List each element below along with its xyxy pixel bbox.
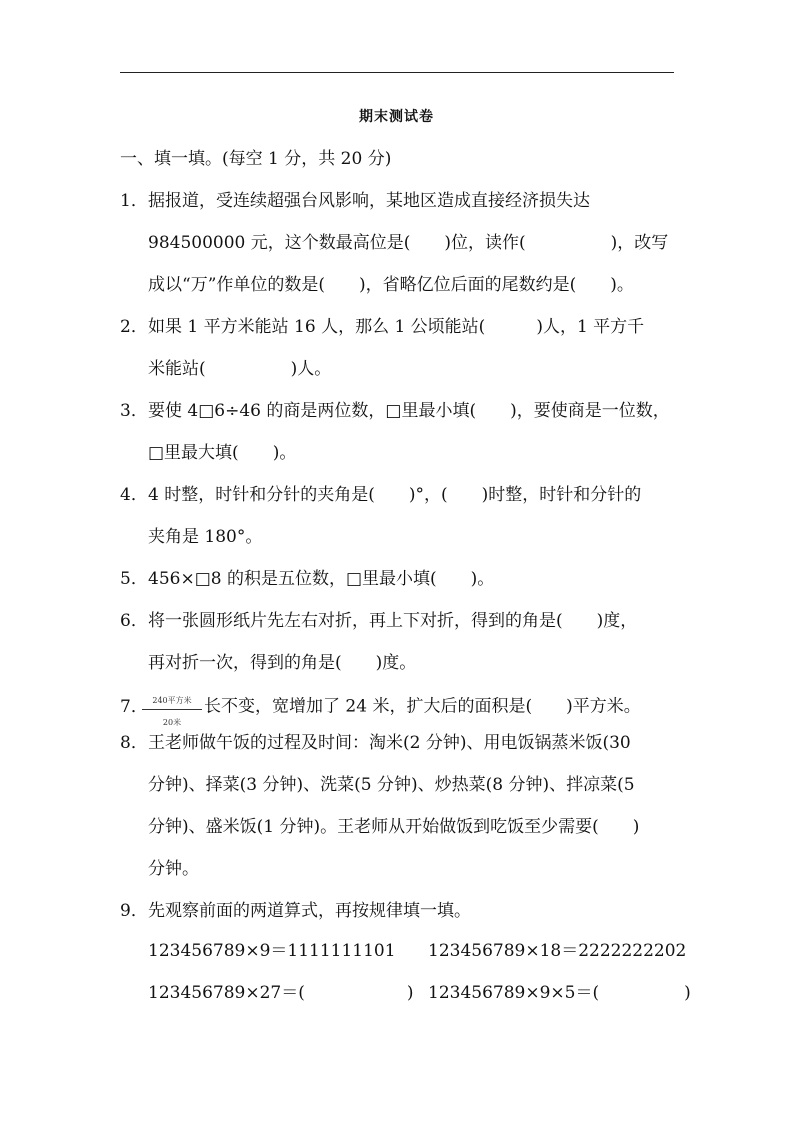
question-text: 456×□8 的积是五位数，□里最小填( )。 xyxy=(148,569,495,589)
question-number: 1． xyxy=(120,191,148,211)
equation-4: 123456789×9×5＝( ) xyxy=(428,983,691,1003)
question-number: 5． xyxy=(120,569,148,589)
question-number: 3． xyxy=(120,401,148,421)
question-3 xyxy=(120,400,670,422)
rectangle-figure xyxy=(142,690,202,727)
page-title: 期末测试卷 xyxy=(359,109,434,125)
question-3-line-2: □里最大填( )。 xyxy=(148,443,297,463)
equation-2: 123456789×18＝2222222202 xyxy=(428,941,687,961)
question-2 xyxy=(120,316,644,338)
question-1-line-2: 984500000 元，这个数最高位是( )位，读作( )，改写 xyxy=(148,233,669,253)
question-number: 9． xyxy=(120,901,148,921)
question-number: 4． xyxy=(120,485,148,505)
equation-1: 123456789×9＝1111111101 xyxy=(148,941,396,961)
question-8 xyxy=(120,732,631,754)
figure-area-label: 240平方米 xyxy=(152,696,192,705)
question-5 xyxy=(120,568,494,590)
question-text: 王老师做午饭的过程及时间：淘米(2 分钟)、用电饭锅蒸米饭(30 xyxy=(148,733,631,753)
question-number: 6． xyxy=(120,611,148,631)
question-8-line-2: 分钟)、择菜(3 分钟)、洗菜(5 分钟)、炒热菜(8 分钟)、拌凉菜(5 xyxy=(148,775,635,795)
question-1-line-3: 成以“万”作单位的数是( )，省略亿位后面的尾数约是( )。 xyxy=(148,275,634,295)
section-heading: 一、填一填。(每空 1 分，共 20 分) xyxy=(120,149,392,169)
question-1 xyxy=(120,190,590,212)
figure-edge xyxy=(142,709,202,710)
question-text: 先观察前面的两道算式，再按规律填一填。 xyxy=(148,901,471,921)
question-number: 7． xyxy=(120,696,148,717)
question-4 xyxy=(120,484,641,506)
question-text: 要使 4□6÷46 的商是两位数，□里最小填( )，要使商是一位数， xyxy=(148,401,670,421)
header-rule xyxy=(120,72,674,73)
question-text: 如果 1 平方米能站 16 人，那么 1 公顷能站( )人，1 平方千 xyxy=(148,317,645,337)
question-2-line-2: 米能站( )人。 xyxy=(148,359,332,379)
question-6 xyxy=(120,610,637,632)
question-8-line-3: 分钟)、盛米饭(1 分钟)。王老师从开始做饭到吃饭至少需要( ) xyxy=(148,817,640,837)
question-7 xyxy=(120,690,641,727)
question-text: 4 时整，时针和分针的夹角是( )°，( )时整，时针和分针的 xyxy=(148,485,642,505)
question-text: 将一张圆形纸片先左右对折，再上下对折，得到的角是( )度， xyxy=(148,611,638,631)
question-8-line-4: 分钟。 xyxy=(148,859,199,879)
question-4-line-2: 夹角是 180°。 xyxy=(148,527,263,547)
question-6-line-2: 再对折一次，得到的角是( )度。 xyxy=(148,653,417,673)
question-number: 2． xyxy=(120,317,148,337)
question-text: 长不变，宽增加了 24 米，扩大后的面积是( )平方米。 xyxy=(204,696,641,717)
figure-width-label: 20米 xyxy=(162,718,182,727)
equation-3: 123456789×27＝( ) xyxy=(148,983,414,1003)
question-text: 据报道，受连续超强台风影响，某地区造成直接经济损失达 xyxy=(148,191,590,211)
question-9 xyxy=(120,900,471,922)
question-number: 8． xyxy=(120,733,148,753)
